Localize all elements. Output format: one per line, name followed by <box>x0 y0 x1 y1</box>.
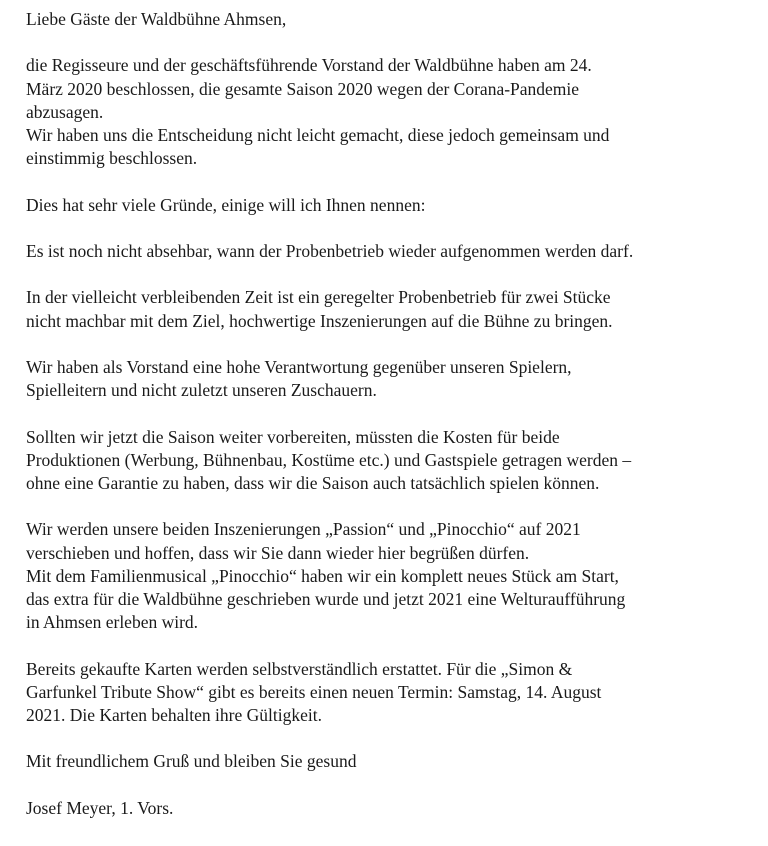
text-line: Wir werden unsere beiden Inszenierungen „Passion“ und „Pinocchio“ auf 2021 <box>26 519 581 540</box>
signature <box>26 797 754 820</box>
paragraph-rehearsal <box>26 240 754 263</box>
text-line: Wir haben uns die Entscheidung nicht leicht gemacht, diese jedoch gemeinsam und <box>26 125 610 145</box>
paragraph-responsibility <box>26 356 754 402</box>
text-line: Dies hat sehr viele Gründe, einige will ich Ihnen nennen: <box>26 194 426 215</box>
paragraph-time <box>26 286 754 332</box>
text-line: März 2020 beschlossen, die gesamte Saison 2020 wegen der Corana-Pandemie <box>26 78 580 99</box>
text-line: Spielleitern und nicht zuletzt unseren Zuschauern. <box>26 380 377 401</box>
paragraph-postpone <box>26 518 754 634</box>
text-line: einstimmig beschlossen. <box>26 148 198 169</box>
signature-line: Josef Meyer, 1. Vors. <box>26 797 174 818</box>
text-line: In der vielleicht verbleibenden Zeit ist ein geregelter Probenbetrieb für zwei Stücke <box>26 287 611 308</box>
letter-body <box>26 8 754 843</box>
closing-line: Mit freundlichem Gruß und bleiben Sie gesund <box>26 751 357 772</box>
text-line: nicht machbar mit dem Ziel, hochwertige Inszenierungen auf die Bühne zu bringen. <box>26 310 613 331</box>
text-line: Sollten wir jetzt die Saison weiter vorbereiten, müssten die Kosten für beide <box>26 426 560 447</box>
text-line: in Ahmsen erleben wird. <box>26 612 199 633</box>
paragraph-tickets <box>26 658 754 728</box>
text-line: Produktionen (Werbung, Bühnenbau, Kostüme etc.) und Gastspiele getragen werden – <box>26 449 632 470</box>
text-line: Bereits gekaufte Karten werden selbstverständlich erstattet. Für die „Simon & <box>26 658 573 679</box>
text-line: Es ist noch nicht absehbar, wann der Probenbetrieb wieder aufgenommen werden darf. <box>26 240 634 261</box>
closing <box>26 750 754 773</box>
text-line: Wir haben als Vorstand eine hohe Verantwortung gegenüber unseren Spielern, <box>26 356 572 377</box>
paragraph-reasons-intro <box>26 194 754 217</box>
text-line: ohne eine Garantie zu haben, dass wir die Saison auch tatsächlich spielen können. <box>26 472 600 493</box>
paragraph-costs <box>26 426 754 496</box>
text-line: 2021. Die Karten behalten ihre Gültigkeit. <box>26 704 322 725</box>
text-line: die Regisseure und der geschäftsführende Vorstand der Waldbühne haben am 24. <box>26 55 592 76</box>
text-line: abzusagen. <box>26 101 104 122</box>
paragraph-decision <box>26 54 754 170</box>
text-line: Garfunkel Tribute Show“ gibt es bereits einen neuen Termin: Samstag, 14. August <box>26 681 602 702</box>
salutation-line: Liebe Gäste der Waldbühne Ahmsen, <box>26 9 287 29</box>
text-line: das extra für die Waldbühne geschrieben wurde und jetzt 2021 eine Welturaufführung <box>26 588 626 609</box>
text-line: Mit dem Familienmusical „Pinocchio“ haben wir ein komplett neues Stück am Start, <box>26 565 619 586</box>
salutation <box>26 8 754 31</box>
text-line: verschieben und hoffen, dass wir Sie dann wieder hier begrüßen dürfen. <box>26 542 530 563</box>
